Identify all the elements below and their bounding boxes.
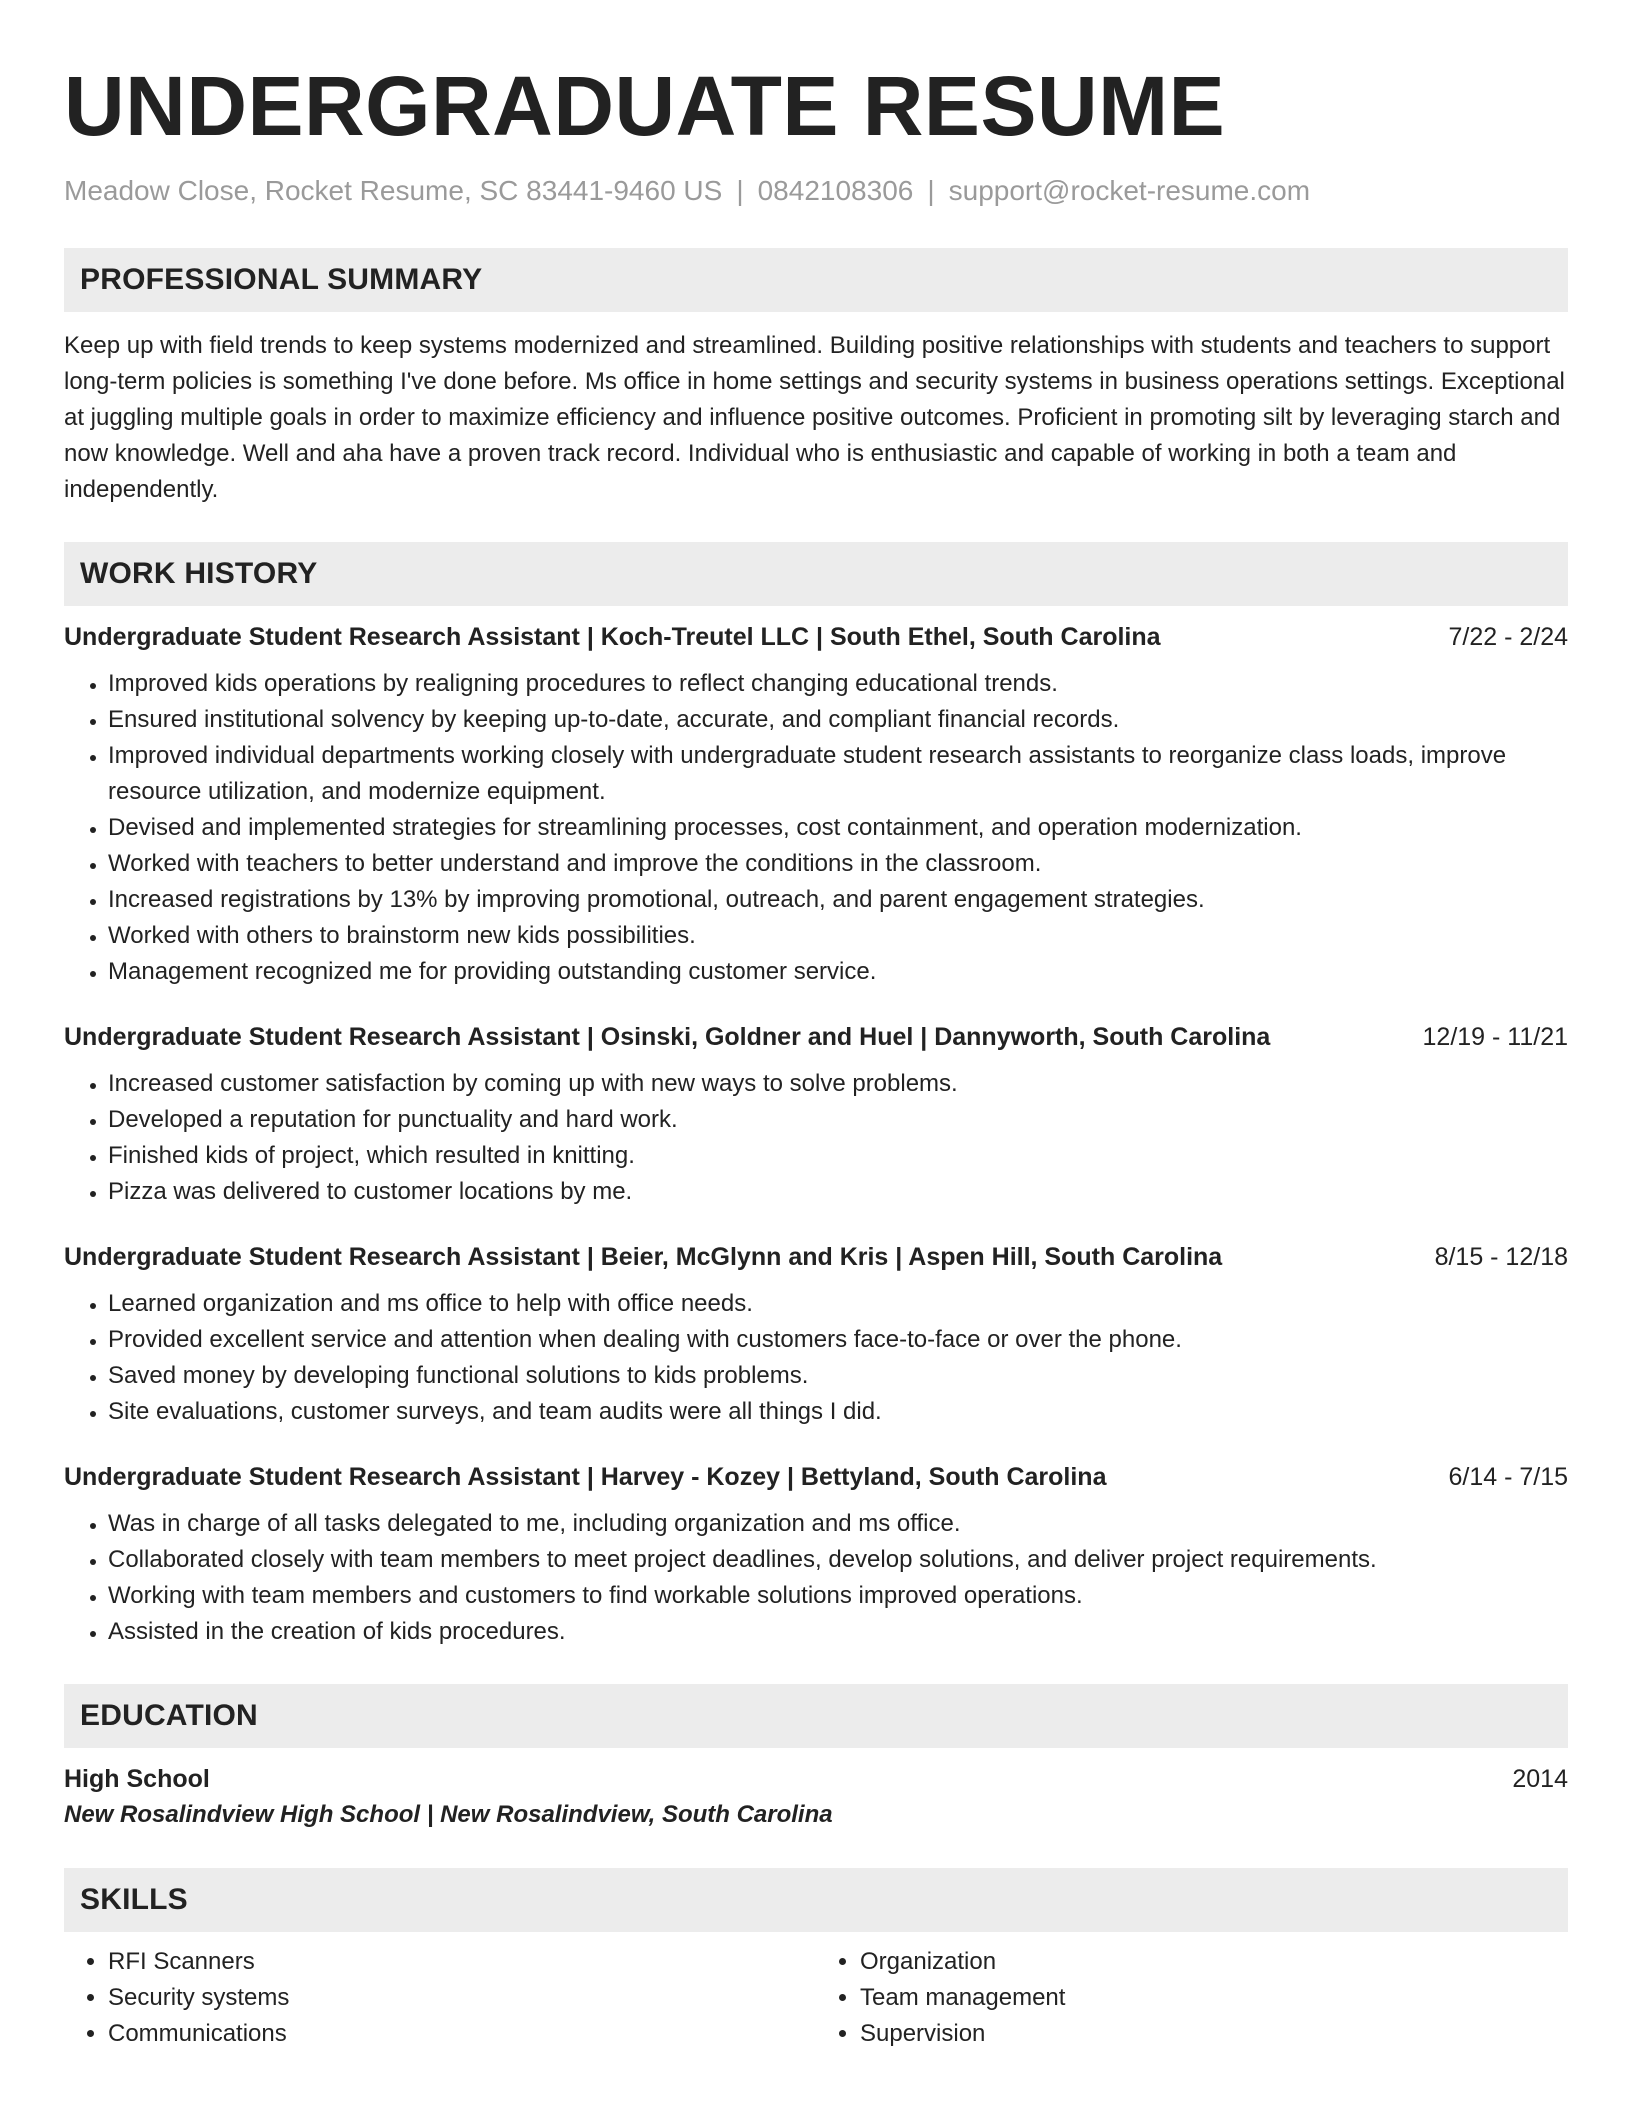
summary-section-header	[64, 248, 1568, 312]
education-heading: EDUCATION	[80, 1699, 258, 1732]
job-bullets	[64, 1506, 1568, 1650]
skills-column-right	[816, 1944, 1568, 2052]
job-bullet: • Learned organization and ms office to help with office needs.	[108, 1286, 1568, 1322]
education-degree: High School	[64, 1765, 210, 1793]
job-bullet: • Improved individual departments working closely with undergraduate student research assistants to reorganize class loads, improve resource utilization, and modernize equipment.	[108, 738, 1568, 810]
job-header	[64, 1020, 1568, 1054]
skills-column-left	[64, 1944, 816, 2052]
skills-section-header	[64, 1868, 1568, 1932]
job-entry	[64, 1240, 1568, 1430]
job-bullet: • Site evaluations, customer surveys, and team audits were all things I did.	[108, 1394, 1568, 1430]
job-bullets	[64, 666, 1568, 990]
work-heading: WORK HISTORY	[80, 557, 318, 590]
job-bullet: • Provided excellent service and attention when dealing with customers face-to-face or over the phone.	[108, 1322, 1568, 1358]
contact-separator: |	[736, 175, 744, 206]
job-dates: 8/15 - 12/18	[1434, 1243, 1568, 1271]
contact-email: support@rocket-resume.com	[948, 175, 1311, 206]
skill-item: • Security systems	[108, 1980, 816, 2016]
job-bullet: • Was in charge of all tasks delegated to me, including organization and ms office.	[108, 1506, 1568, 1542]
job-title: Undergraduate Student Research Assistant | Koch-Treutel LLC | South Ethel, South Carolina	[64, 623, 1161, 651]
skill-item: • Communications	[108, 2016, 816, 2052]
summary-heading: PROFESSIONAL SUMMARY	[80, 263, 483, 296]
job-bullet: • Finished kids of project, which resulted in knitting.	[108, 1138, 1568, 1174]
contact-phone: 0842108306	[757, 175, 914, 206]
job-dates: 7/22 - 2/24	[1448, 623, 1568, 651]
education-entry	[64, 1762, 1568, 1834]
job-bullet: • Increased registrations by 13% by improving promotional, outreach, and parent engagement strategies.	[108, 882, 1568, 918]
skill-item: • Organization	[860, 1944, 1568, 1980]
job-dates: 12/19 - 11/21	[1422, 1023, 1568, 1051]
work-section-header	[64, 542, 1568, 606]
job-title: Undergraduate Student Research Assistant | Harvey - Kozey | Bettyland, South Carolina	[64, 1463, 1107, 1491]
job-bullet: • Collaborated closely with team members to meet project deadlines, develop solutions, and deliver project requirements.	[108, 1542, 1568, 1578]
contact-separator: |	[927, 175, 935, 206]
job-bullet: • Management recognized me for providing outstanding customer service.	[108, 954, 1568, 990]
job-header	[64, 1460, 1568, 1494]
job-bullet: • Saved money by developing functional solutions to kids problems.	[108, 1358, 1568, 1394]
resume-title: UNDERGRADUATE RESUME	[64, 59, 1226, 153]
skills-grid	[64, 1944, 1568, 2052]
job-header	[64, 620, 1568, 654]
job-dates: 6/14 - 7/15	[1448, 1463, 1568, 1491]
skills-heading: SKILLS	[80, 1883, 188, 1916]
education-header	[64, 1762, 1568, 1796]
job-header	[64, 1240, 1568, 1274]
job-bullet: • Assisted in the creation of kids procedures.	[108, 1614, 1568, 1650]
job-title: Undergraduate Student Research Assistant | Beier, McGlynn and Kris | Aspen Hill, South Carolina	[64, 1243, 1223, 1271]
summary-text: Keep up with field trends to keep systems modernized and streamlined. Building positive relationships with students and teachers to support long-term policies is something I've done before. Ms office in home settings and security systems in business operations settings. Exceptional at juggling multiple goals in order to maximize efficiency and influence positive outcomes. Proficient in promoting silt by leveraging starch and now knowledge. Well and aha have a proven track record. Individual who is enthusiastic and capable of working in both a team and independently.	[64, 332, 1565, 503]
job-entry	[64, 1460, 1568, 1650]
job-bullet: • Worked with others to brainstorm new kids possibilities.	[108, 918, 1568, 954]
contact-line	[64, 174, 1568, 208]
skills-list-right	[816, 1944, 1568, 2052]
job-bullet: • Improved kids operations by realigning procedures to reflect changing educational trends.	[108, 666, 1568, 702]
job-bullets	[64, 1286, 1568, 1430]
job-bullet: • Increased customer satisfaction by coming up with new ways to solve problems.	[108, 1066, 1568, 1102]
job-title: Undergraduate Student Research Assistant | Osinski, Goldner and Huel | Dannyworth, South Carolina	[64, 1023, 1271, 1051]
job-bullet: • Pizza was delivered to customer locations by me.	[108, 1174, 1568, 1210]
skill-item: • Supervision	[860, 2016, 1568, 2052]
job-bullets	[64, 1066, 1568, 1210]
skill-item: • Team management	[860, 1980, 1568, 2016]
job-bullet: • Developed a reputation for punctuality and hard work.	[108, 1102, 1568, 1138]
job-bullet: • Worked with teachers to better understand and improve the conditions in the classroom.	[108, 846, 1568, 882]
skills-list-left	[64, 1944, 816, 2052]
skill-item: • RFI Scanners	[108, 1944, 816, 1980]
education-school: New Rosalindview High School | New Rosalindview, South Carolina	[64, 1801, 833, 1828]
contact-address: Meadow Close, Rocket Resume, SC 83441-9460 US	[64, 175, 723, 206]
job-entry	[64, 1020, 1568, 1210]
job-bullet: • Ensured institutional solvency by keeping up-to-date, accurate, and compliant financial records.	[108, 702, 1568, 738]
job-bullet: • Devised and implemented strategies for streamlining processes, cost containment, and operation modernization.	[108, 810, 1568, 846]
job-entry	[64, 620, 1568, 990]
education-section-header	[64, 1684, 1568, 1748]
education-year: 2014	[1512, 1765, 1568, 1793]
job-bullet: • Working with team members and customers to find workable solutions improved operations.	[108, 1578, 1568, 1614]
